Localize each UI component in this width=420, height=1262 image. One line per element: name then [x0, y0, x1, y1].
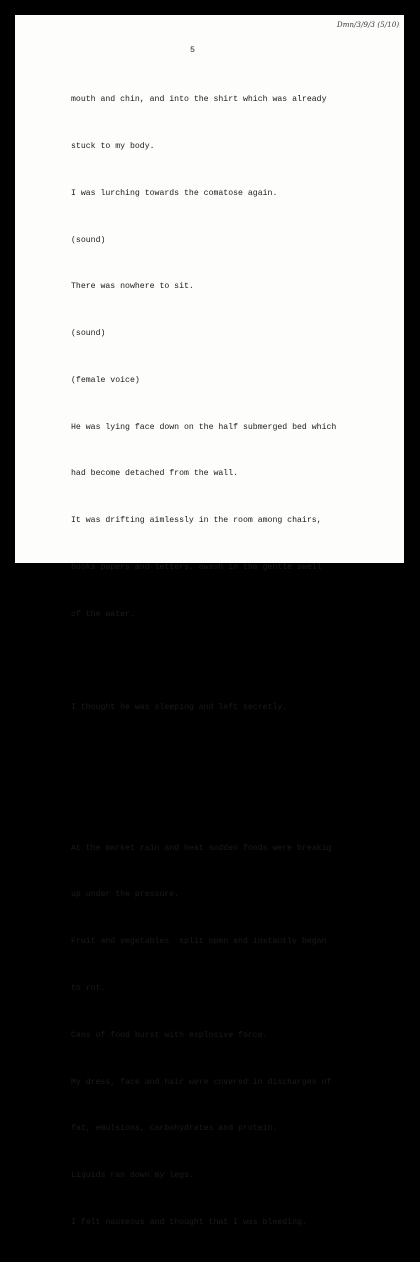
- text-line: Fruit and vegetables split open and instantly began: [71, 937, 327, 947]
- blank-line: [71, 654, 391, 670]
- text-line: I thought he was sleeping and left secretly.: [71, 703, 288, 713]
- text-line: I was lurching towards the comatose again.: [71, 188, 278, 198]
- text-line: I felt nauseous and thought that I was bleeding.: [71, 1217, 307, 1227]
- text-line: (female voice): [71, 375, 140, 385]
- text-line: to rot.: [71, 984, 106, 994]
- text-line: had become detached from the wall.: [71, 469, 239, 479]
- text-line: stuck to my body.: [71, 141, 155, 151]
- text-line: fat, emulsions, carbohydrates and protein.: [71, 1124, 278, 1134]
- text-line: Liquids ran down my legs.: [71, 1171, 194, 1181]
- typescript-page: [15, 15, 404, 1227]
- text-line: There was nowhere to sit.: [71, 282, 194, 292]
- text-line: of the water.: [71, 609, 135, 619]
- text-line: At the market rain and heat sodden foods were breakig: [71, 843, 332, 853]
- blank-line: [71, 747, 391, 763]
- text-line: up under the pressure.: [71, 890, 180, 900]
- archive-reference: Dmn/3/9/3 (5/10): [337, 21, 400, 29]
- typescript-body: [71, 61, 391, 1262]
- text-line: My dress, face and hair were covered in discharges of: [71, 1077, 332, 1087]
- text-line: (sound): [71, 329, 106, 339]
- text-line: It was drifting aimlessly in the room among chairs,: [71, 516, 322, 526]
- text-line: He was lying face down on the half submerged bed which: [71, 422, 337, 432]
- text-line: mouth and chin, and into the shirt which was already: [71, 95, 327, 105]
- blank-line: [71, 794, 391, 810]
- text-line: (sound): [71, 235, 106, 245]
- text-line: Cans of food burst with explosive force.: [71, 1030, 268, 1040]
- page-number: 5: [190, 46, 195, 55]
- text-line: books papers and letters, awash in the gentle swell: [71, 563, 322, 572]
